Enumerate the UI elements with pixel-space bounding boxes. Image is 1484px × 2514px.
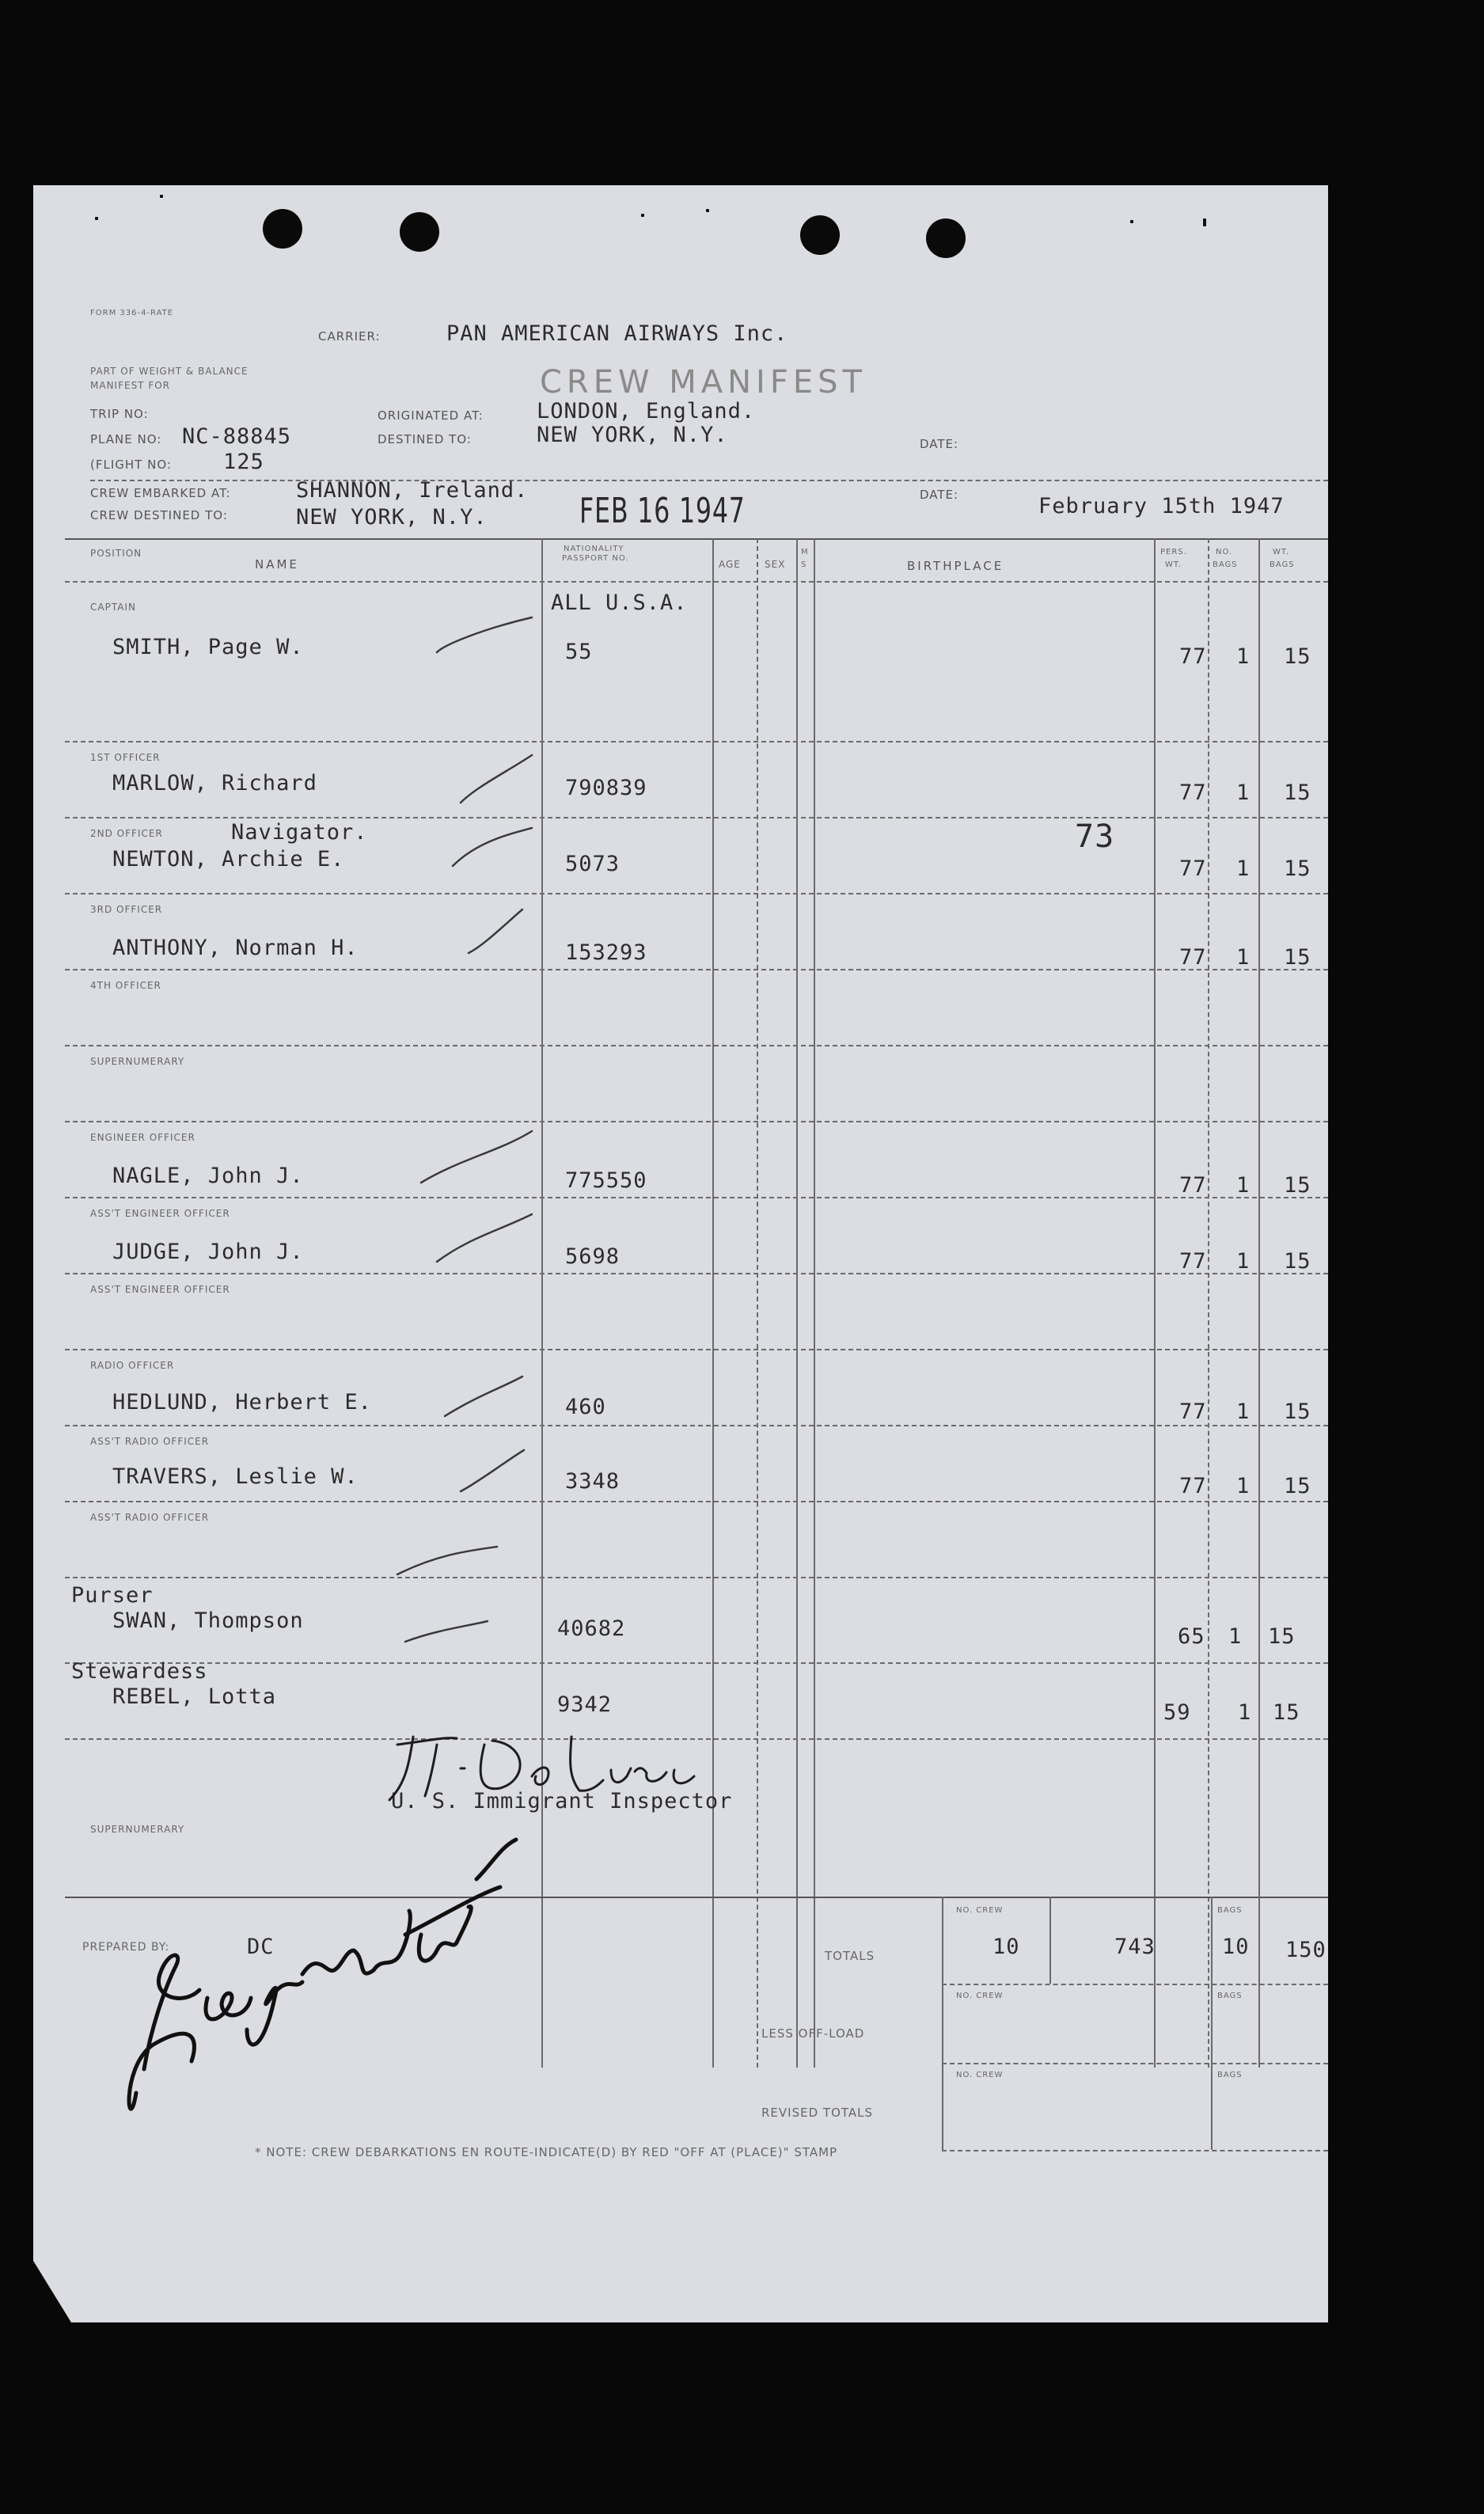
col-passport: PASSPORT NO. — [562, 554, 629, 563]
preparer-signature — [104, 1832, 548, 2148]
crew-name: TRAVERS, Leslie W. — [112, 1464, 359, 1489]
position-radio-officer: RADIO OFFICER — [90, 1360, 175, 1371]
position-asst-radio-officer: ASS'T RADIO OFFICER — [90, 1436, 210, 1447]
punch-hole — [400, 212, 439, 252]
pers-weight: 77 — [1179, 1249, 1207, 1274]
embarked: SHANNON, Ireland. — [296, 478, 529, 503]
col-wt-1: WT. — [1273, 548, 1289, 556]
bags-label-3: BAGS — [1217, 2071, 1243, 2079]
position-supernumerary-2: SUPERNUMERARY — [90, 1824, 185, 1835]
position-3rd-officer: 3RD OFFICER — [90, 904, 163, 915]
bag-weight: 15 — [1284, 945, 1311, 970]
revised-totals-label: REVISED TOTALS — [761, 2106, 874, 2120]
col-bags-1: NO. — [1216, 548, 1233, 556]
bag-weight: 15 — [1273, 1700, 1300, 1725]
position-stewardess: Stewardess — [71, 1659, 208, 1684]
crew-destined: NEW YORK, N.Y. — [296, 505, 488, 530]
bag-count: 1 — [1236, 1173, 1251, 1198]
inspector-signature — [381, 1721, 761, 1808]
birthplace-note: 73 — [1075, 818, 1115, 855]
bag-weight: 15 — [1284, 644, 1311, 669]
bag-count: 1 — [1238, 1700, 1252, 1725]
no-crew-label-2: NO. CREW — [956, 1992, 1004, 2000]
col-pers-1: PERS. — [1160, 548, 1187, 556]
crew-name: NEWTON, Archie E. — [112, 847, 345, 872]
bag-weight: 15 — [1284, 1249, 1311, 1274]
col-birthplace: BIRTHPLACE — [907, 559, 1004, 573]
crew-name: SWAN, Thompson — [112, 1608, 304, 1633]
prepared-by-initials: DC — [247, 1935, 275, 1959]
manifest-date: February 15th 1947 — [1038, 494, 1285, 518]
position-2nd-officer: 2ND OFFICER — [90, 828, 163, 839]
destined-label: DESTINED TO: — [378, 432, 472, 446]
col-age: AGE — [719, 559, 741, 570]
check-marks — [389, 605, 548, 1729]
punch-hole — [926, 218, 966, 258]
bags-label-2: BAGS — [1217, 1992, 1243, 2000]
bag-count: 1 — [1236, 1399, 1251, 1424]
no-crew-label: NO. CREW — [956, 1906, 1004, 1915]
form-number: FORM 336-4-RATE — [90, 309, 174, 317]
plane-number: NC-88845 — [182, 424, 292, 449]
total-crew: 10 — [992, 1935, 1020, 1959]
passport-no: 775550 — [565, 1168, 647, 1193]
date-stamp: FEB 16 1947 — [579, 491, 746, 531]
less-offload-label: LESS OFF-LOAD — [761, 2026, 865, 2041]
position-captain: CAPTAIN — [90, 602, 136, 613]
embarked-label: CREW EMBARKED AT: — [90, 486, 231, 500]
passport-no: 153293 — [565, 940, 647, 965]
col-nationality: NATIONALITY — [564, 545, 624, 553]
manifest-page — [33, 185, 1328, 2322]
pers-weight: 77 — [1179, 780, 1207, 805]
crew-name: JUDGE, John J. — [112, 1240, 304, 1264]
bag-count: 1 — [1236, 856, 1251, 881]
punch-hole — [800, 215, 840, 255]
flight-number: 125 — [223, 450, 264, 474]
position-engineer-officer: ENGINEER OFFICER — [90, 1132, 195, 1143]
bag-weight: 15 — [1284, 1173, 1311, 1198]
bag-count: 1 — [1236, 780, 1251, 805]
manifest-for-label: MANIFEST FOR — [90, 380, 171, 391]
no-crew-label-3: NO. CREW — [956, 2071, 1004, 2079]
total-weight: 743 — [1114, 1935, 1156, 1959]
passport-no: 460 — [565, 1395, 606, 1419]
totals-label: TOTALS — [825, 1949, 875, 1963]
col-sex: SEX — [765, 559, 786, 570]
position-asst-engineer-officer-2: ASS'T ENGINEER OFFICER — [90, 1284, 230, 1295]
passport-no: 5073 — [565, 852, 621, 876]
crew-name: SMITH, Page W. — [112, 635, 304, 659]
col-ms-1: M — [801, 548, 809, 556]
pers-weight: 77 — [1179, 644, 1207, 669]
passport-no: 9342 — [557, 1692, 613, 1717]
passport-no: 3348 — [565, 1469, 621, 1494]
crew-name: NAGLE, John J. — [112, 1164, 304, 1188]
originated-label: ORIGINATED AT: — [378, 408, 484, 423]
manifest-title: CREW MANIFEST — [540, 364, 867, 401]
destined: NEW YORK, N.Y. — [537, 423, 728, 447]
bag-weight: 15 — [1284, 856, 1311, 881]
position-asst-engineer-officer: ASS'T ENGINEER OFFICER — [90, 1208, 230, 1219]
passport-no: 40682 — [557, 1616, 626, 1641]
flight-label: (FLIGHT NO: — [90, 458, 172, 472]
col-wt-2: BAGS — [1270, 560, 1295, 569]
position-supernumerary: SUPERNUMERARY — [90, 1056, 185, 1067]
total-bags: 10 — [1222, 1935, 1250, 1959]
plane-label: PLANE NO: — [90, 432, 162, 446]
crew-name: ANTHONY, Norman H. — [112, 936, 359, 960]
crew-name: HEDLUND, Herbert E. — [112, 1390, 372, 1415]
passport-no: 790839 — [565, 776, 647, 800]
bag-weight: 15 — [1284, 1474, 1311, 1498]
carrier: PAN AMERICAN AIRWAYS Inc. — [446, 321, 788, 346]
position-purser: Purser — [71, 1583, 154, 1608]
originated: LONDON, England. — [537, 399, 756, 423]
position-asst-radio-officer-2: ASS'T RADIO OFFICER — [90, 1512, 210, 1523]
bag-weight: 15 — [1284, 780, 1311, 805]
col-position: POSITION — [90, 548, 142, 559]
passport-no: 55 — [565, 640, 593, 664]
bag-count: 1 — [1236, 1474, 1251, 1498]
date-label: DATE: — [920, 437, 959, 451]
bag-count: 1 — [1236, 644, 1251, 669]
col-pers-2: WT. — [1165, 560, 1182, 569]
col-name: NAME — [255, 557, 299, 572]
bag-count: 1 — [1236, 1249, 1251, 1274]
part-of-label: PART OF WEIGHT & BALANCE — [90, 366, 249, 377]
col-bags-2: BAGS — [1213, 560, 1238, 569]
crew-name: REBEL, Lotta — [112, 1684, 277, 1709]
pers-weight: 65 — [1178, 1624, 1205, 1649]
bags-label: BAGS — [1217, 1906, 1243, 1915]
carrier-label: CARRIER: — [318, 329, 381, 344]
col-ms-2: S — [801, 560, 807, 569]
total-bag-weight: 150 — [1285, 1938, 1326, 1962]
date2-label: DATE: — [920, 488, 959, 502]
crew-destined-label: CREW DESTINED TO: — [90, 508, 228, 522]
pers-weight: 77 — [1179, 1474, 1207, 1498]
bag-count: 1 — [1236, 945, 1251, 970]
prepared-by-label: PREPARED BY: — [82, 1941, 170, 1954]
position-4th-officer: 4TH OFFICER — [90, 980, 161, 991]
crew-note: Navigator. — [231, 820, 368, 845]
trip-label: TRIP NO: — [90, 407, 149, 421]
punch-hole — [263, 209, 302, 249]
bag-weight: 15 — [1284, 1399, 1311, 1424]
bag-count: 1 — [1228, 1624, 1243, 1649]
crew-name: MARLOW, Richard — [112, 771, 317, 796]
footer-note: * NOTE: CREW DEBARKATIONS EN ROUTE-INDICATE(D) BY RED "OFF AT (PLACE)" STAMP — [255, 2145, 838, 2159]
position-1st-officer: 1ST OFFICER — [90, 752, 161, 763]
passport-no: 5698 — [565, 1244, 621, 1269]
pers-weight: 77 — [1179, 1399, 1207, 1424]
pers-weight: 77 — [1179, 945, 1207, 970]
inspector-title: U. S. Immigrant Inspector — [391, 1789, 733, 1813]
pers-weight: 77 — [1179, 1173, 1207, 1198]
pers-weight: 77 — [1179, 856, 1207, 881]
pers-weight: 59 — [1163, 1700, 1191, 1725]
bag-weight: 15 — [1268, 1624, 1296, 1649]
nationality-all: ALL U.S.A. — [551, 591, 688, 615]
